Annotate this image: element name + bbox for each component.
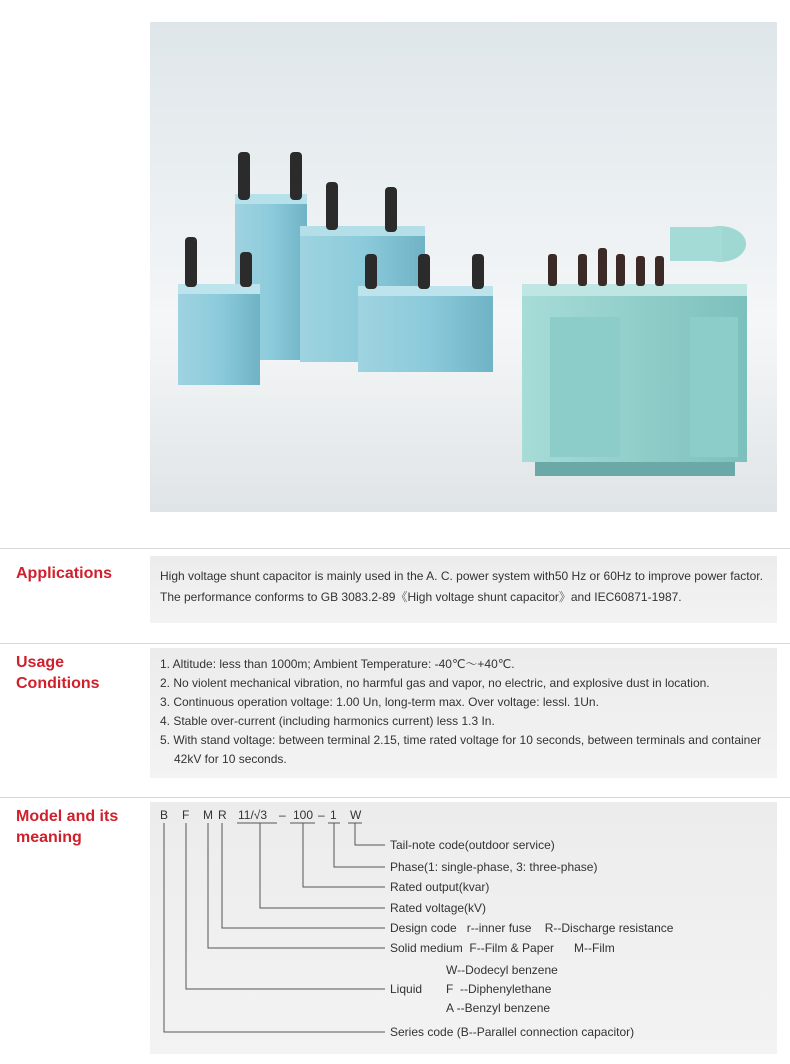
applications-title: Applications — [16, 565, 113, 582]
applications-line-1: High voltage shunt capacitor is mainly used in the A. C. power system with50 Hz or 60Hz to improve power factor. — [160, 569, 763, 583]
code-f: F — [182, 808, 190, 822]
label-tail-note: Tail-note code(outdoor service) — [390, 838, 555, 852]
model-title-line-2: meaning — [16, 829, 82, 846]
label-phase: Phase(1: single-phase, 3: three-phase) — [390, 860, 598, 874]
label-rated-output: Rated output(kvar) — [390, 880, 490, 894]
code-voltage: 11/√3 — [238, 808, 268, 822]
code-b: B — [160, 808, 169, 822]
usage-title-line-2: Conditions — [16, 675, 100, 692]
label-rated-voltage: Rated voltage(kV) — [390, 901, 487, 915]
label-liquid-a: A --Benzyl benzene — [446, 1001, 551, 1015]
label-liquid-f: F --Diphenylethane — [446, 982, 552, 996]
label-design-code: Design code r--inner fuse R--Discharge resistance — [390, 921, 674, 935]
applications-line-2: The performance conforms to GB 3083.2-89《High voltage shunt capacitor》and IEC60871-1987. — [160, 590, 682, 604]
code-m: M — [203, 808, 213, 822]
usage-item: 1. Altitude: less than 1000m; Ambient Temperature: -40℃～+40℃. — [160, 657, 515, 671]
usage-item: 2. No violent mechanical vibration, no harmful gas and vapor, no electric, and explosive dust in location. — [160, 676, 710, 690]
code-r: R — [218, 808, 227, 822]
usage-item: 4. Stable over-current (including harmonics current) less 1.3 In. — [160, 714, 495, 728]
usage-item: 3. Continuous operation voltage: 1.00 Un, long-term max. Over voltage: lessl. 1Un. — [160, 695, 599, 709]
usage-item-continued: 42kV for 10 seconds. — [174, 752, 287, 766]
code-phase: 1 — [330, 808, 337, 822]
code-dash-1: – — [279, 808, 286, 822]
code-output: 100 — [293, 808, 314, 822]
model-title-line-1: Model and its — [16, 808, 119, 825]
code-dash-2: – — [318, 808, 325, 822]
code-tail: W — [350, 808, 362, 822]
label-liquid-w: W--Dodecyl benzene — [446, 963, 558, 977]
usage-title-line-1: Usage — [16, 654, 65, 671]
label-series-code: Series code (B--Parallel connection capacitor) — [390, 1025, 635, 1039]
usage-item: 5. With stand voltage: between terminal 2.15, time rated voltage for 10 seconds, between terminals and container — [160, 733, 762, 747]
label-solid-medium: Solid medium F--Film & Paper M--Film — [390, 941, 615, 955]
label-liquid: Liquid — [390, 982, 423, 996]
